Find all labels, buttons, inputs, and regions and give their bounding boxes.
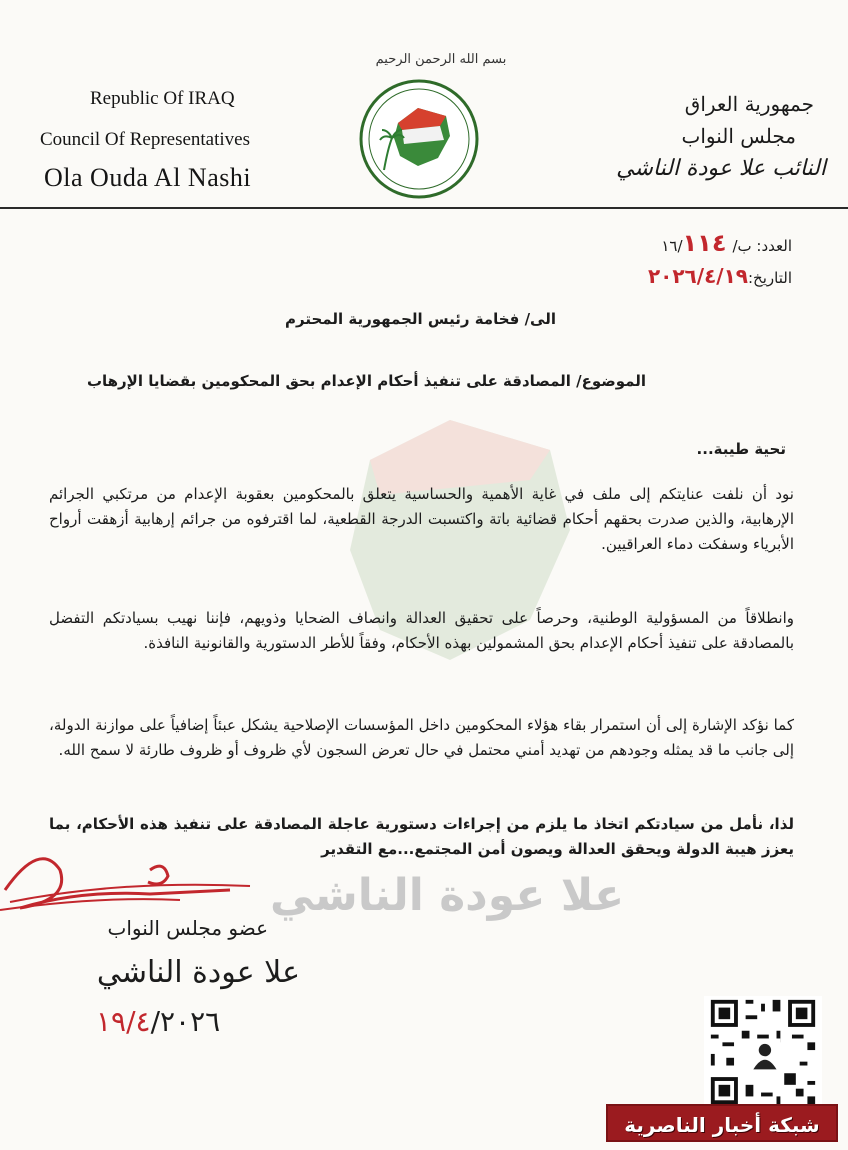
reference-date-row bbox=[648, 261, 792, 293]
reference-number-row bbox=[648, 228, 792, 261]
reference-number-label: العدد: ب/١٦/ bbox=[661, 237, 792, 255]
letter-paragraph-1: نود أن نلفت عنايتكم إلى ملف في غاية الأهمية والحساسية يتعلق بالمحكومين بعقوبة الإعدام من مرتكبي الجرائم الإرهابية، والذين صدرت بحقهم أحكام قضائية باتة واكتسبت الدرجة القطعية، لما اقترفوه من جرائم إرهابية أزهقت أرواح الأبرياء وسفكت دماء العراقيين. bbox=[49, 485, 794, 553]
qr-code-icon bbox=[704, 996, 822, 1108]
watermark-text: علا عودة الناشي bbox=[270, 870, 625, 921]
header-en-member: Ola Ouda Al Nashi bbox=[44, 163, 252, 192]
letter-paragraph-3: كما نؤكد الإشارة إلى أن استمرار بقاء هؤلاء المحكومين داخل المؤسسات الإصلاحية يشكل عبئاً إضافياً على موازنة الدولة، إلى جانب ما قد يمثله وجودهم من تهديد أمني محتمل في حال تعرض السجون لأي ظروف أو ظروف طارئة لا سمح الله. bbox=[49, 716, 794, 759]
header-ar-council: مجلس النواب bbox=[681, 124, 796, 148]
reference-date-label: التاريخ: bbox=[748, 269, 792, 287]
reference-date: ٢٠٢٦/٤/١٩ bbox=[647, 264, 748, 288]
header-en-council: Council Of Representatives bbox=[40, 129, 251, 150]
letter-paragraph-2: وانطلاقاً من المسؤولية الوطنية، وحرصاً على تحقيق العدالة وانصاف الضحايا وذويهم، فإننا نهيب بسيادتكم التفضل بالمصادقة على تنفيذ أحكام الإعدام بحق المشمولين بهذه الأحكام، وفقاً للأطر الدستورية والقانونية النافذة. bbox=[49, 609, 794, 652]
parliament-member-emblem-icon bbox=[358, 78, 480, 200]
reference-number: ١١٤ bbox=[682, 229, 727, 257]
header-ar-country: جمهورية العراق bbox=[684, 92, 814, 116]
reference-block bbox=[648, 228, 792, 293]
signature-date bbox=[96, 1005, 220, 1038]
signature-date-year: /٢٠٢٦ bbox=[150, 1005, 221, 1038]
header-arabic bbox=[566, 92, 826, 181]
letter-paragraph-4: لذا، نأمل من سيادتكم اتخاذ ما يلزم من إجراءات دستورية عاجلة المصادقة على تنفيذ هذه الأحكام، بما يعزز هيبة الدولة ويحقق العدالة ويصون أمن المجتمع...مع التقدير bbox=[49, 815, 794, 858]
letter-subject: الموضوع/ المصادقة على تنفيذ أحكام الإعدام بحق المحكومين بقضايا الإرهاب bbox=[86, 372, 646, 390]
site-logo-badge: شبكة أخبار الناصرية bbox=[606, 1104, 838, 1142]
letter-addressee: الى/ فخامة رئيس الجمهورية المحترم bbox=[285, 310, 556, 328]
signature-date-day-month: ١٩/٤ bbox=[96, 1005, 151, 1038]
letter-greeting: تحية طيبة... bbox=[696, 440, 786, 458]
signer-title: عضو مجلس النواب bbox=[107, 916, 268, 940]
header-ar-member: النائب علا عودة الناشي bbox=[616, 156, 826, 181]
header-divider bbox=[0, 207, 848, 209]
basmala: بسم الله الرحمن الرحيم bbox=[375, 52, 507, 67]
signer-name: علا عودة الناشي bbox=[96, 955, 300, 990]
header-en-country: Republic Of IRAQ bbox=[90, 88, 235, 109]
header-english bbox=[40, 88, 340, 193]
handwritten-signature-icon bbox=[0, 830, 300, 920]
